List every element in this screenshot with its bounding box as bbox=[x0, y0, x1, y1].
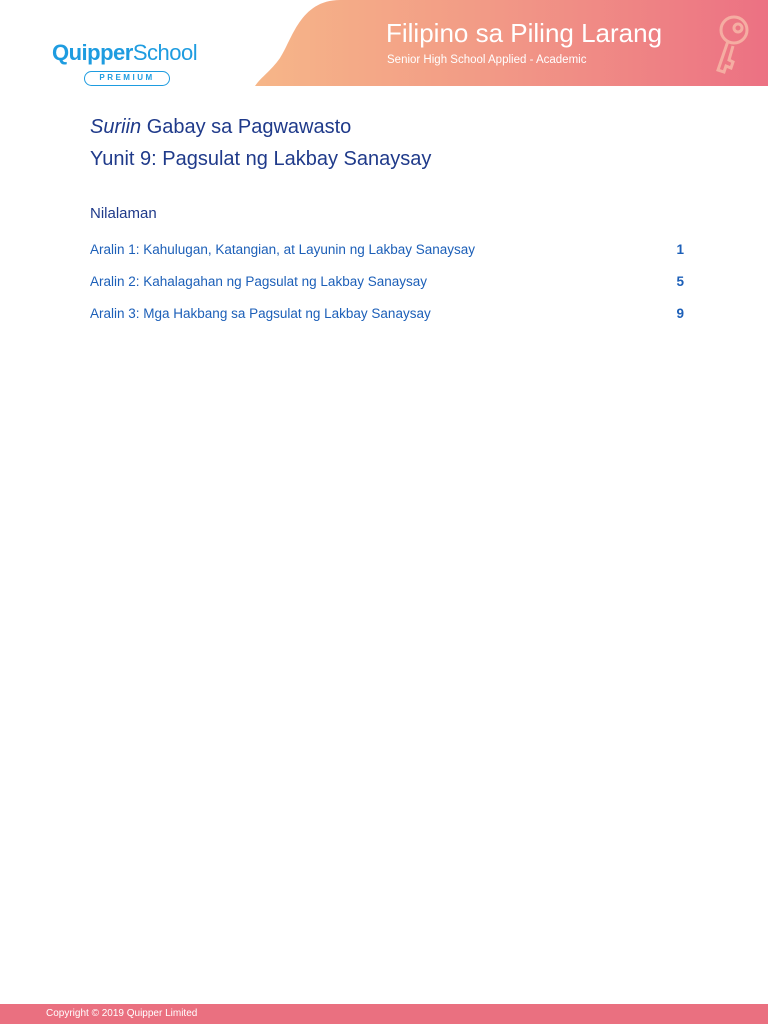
page-footer bbox=[0, 1004, 768, 1024]
toc-heading: Nilalaman bbox=[90, 205, 157, 222]
toc-entry-page[interactable]: 9 bbox=[676, 306, 684, 321]
document-title-rest: Gabay sa Pagwawasto bbox=[141, 116, 352, 138]
copyright-text: Copyright © 2019 Quipper Limited bbox=[46, 1008, 198, 1019]
toc-entry-label[interactable]: Aralin 1: Kahulugan, Katangian, at Layunin ng Lakbay Sanaysay bbox=[90, 242, 476, 257]
unit-title: Yunit 9: Pagsulat ng Lakbay Sanaysay bbox=[90, 148, 432, 170]
key-icon bbox=[704, 8, 760, 80]
toc-entry[interactable] bbox=[90, 274, 684, 294]
course-title: Filipino sa Piling Larang bbox=[386, 18, 663, 48]
course-subtitle: Senior High School Applied - Academic bbox=[387, 54, 587, 66]
page-header bbox=[0, 0, 768, 90]
toc-entry-page[interactable]: 1 bbox=[676, 242, 684, 257]
document-title-italic: Suriin bbox=[90, 116, 142, 138]
quipper-school-logo bbox=[52, 40, 212, 90]
toc-entry-page[interactable]: 5 bbox=[676, 274, 684, 289]
logo-school: School bbox=[132, 40, 198, 65]
toc-entry[interactable] bbox=[90, 306, 684, 326]
toc-entry-label[interactable]: Aralin 2: Kahalagahan ng Pagsulat ng Lakbay Sanaysay bbox=[90, 274, 427, 289]
toc-entry[interactable] bbox=[90, 242, 684, 262]
logo-quipper: Quipper bbox=[52, 40, 133, 65]
logo-premium-badge: PREMIUM bbox=[84, 71, 170, 86]
document-title bbox=[90, 116, 351, 139]
toc-entry-label[interactable]: Aralin 3: Mga Hakbang sa Pagsulat ng Lakbay Sanaysay bbox=[90, 306, 431, 321]
